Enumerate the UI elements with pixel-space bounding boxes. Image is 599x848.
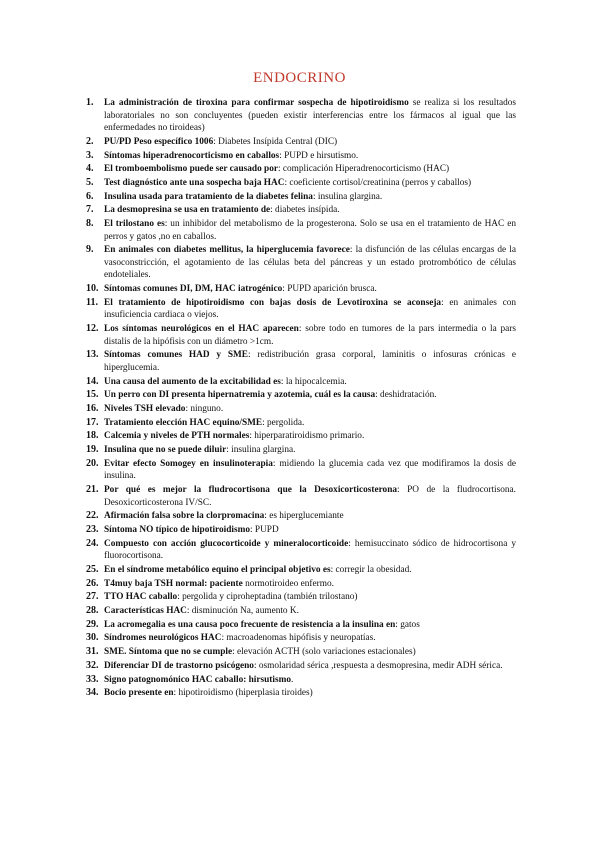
item-number: 20. — [86, 457, 99, 469]
list-item — [86, 660, 516, 673]
item-question: Síntomas hiperadrenocorticismo en caballos — [104, 150, 280, 161]
list-item — [86, 484, 516, 509]
item-question: Síntomas comunes HAD y SME — [104, 350, 248, 361]
list-item — [86, 283, 516, 296]
item-question: Bocio presente en — [104, 688, 174, 699]
list-item — [86, 430, 516, 443]
item-question: Calcemia y niveles de PTH normales — [104, 431, 250, 442]
list-item — [86, 458, 516, 483]
list-item — [86, 674, 516, 687]
item-question: La desmopresina se usa en tratamiento de — [104, 205, 271, 216]
list-item — [86, 605, 516, 618]
item-question: TTO HAC caballo — [104, 592, 178, 603]
item-number: 5. — [86, 176, 94, 188]
item-answer: : macroadenomas hipófisis y neuropatías. — [221, 633, 376, 644]
item-question: PU/PD Peso específico 1006 — [104, 136, 214, 147]
item-question: T4muy baja TSH normal: paciente — [104, 578, 243, 589]
question-list — [86, 97, 516, 701]
item-number: 1. — [86, 97, 94, 108]
item-answer: : pergolida y ciproheptadina (también trilostano) — [177, 592, 358, 603]
item-number: 28. — [86, 605, 99, 617]
item-number: 2. — [86, 135, 94, 147]
item-number: 33. — [86, 673, 99, 685]
list-item — [86, 417, 516, 430]
item-question: Diferenciar DI de trastorno psicógeno — [104, 660, 254, 671]
item-answer: : la hipocalcemia. — [280, 376, 347, 387]
item-question: El tromboembolismo puede ser causado por — [104, 164, 278, 175]
item-question: La acromegalia es una causa poco frecuente de resistencia a la insulina en — [104, 619, 396, 630]
item-answer: : PUPD aparición brusca. — [282, 284, 377, 295]
list-item — [86, 510, 516, 523]
list-item — [86, 403, 516, 416]
item-question: SME. Síntoma que no se cumple — [104, 647, 233, 658]
item-question: Niveles TSH elevado — [104, 404, 186, 415]
item-answer: : Diabetes Insípida Central (DIC) — [213, 136, 338, 147]
list-item — [86, 646, 516, 659]
list-item — [86, 150, 516, 163]
list-item — [86, 177, 516, 190]
item-answer: : hipotiroidismo (hiperplasia tiroides) — [173, 688, 313, 699]
item-number: 21. — [86, 484, 99, 496]
item-number: 23. — [86, 524, 99, 536]
list-item — [86, 687, 516, 700]
list-item — [86, 524, 516, 537]
item-answer: : corregir la obesidad. — [330, 565, 412, 576]
item-question: Test diagnóstico ante una sospecha baja HAC — [104, 177, 285, 188]
item-question: Insulina que no se puede diluir — [104, 445, 227, 456]
list-item — [86, 204, 516, 217]
item-number: 27. — [86, 591, 99, 603]
item-number: 11. — [86, 296, 98, 308]
item-question: Compuesto con acción glucocorticoide y mineralocorticoide — [104, 538, 349, 549]
item-number: 9. — [86, 244, 94, 256]
item-number: 13. — [86, 349, 99, 361]
list-item — [86, 591, 516, 604]
list-item — [86, 136, 516, 149]
item-answer: : disminución Na, aumento K. — [186, 606, 299, 617]
item-question: Insulina usada para tratamiento de la diabetes felina — [104, 191, 313, 202]
item-question: Un perro con DI presenta hipernatremia y azotemia, cuál es la causa — [104, 390, 376, 401]
item-number: 31. — [86, 646, 99, 658]
item-answer: : PO de la fludrocortisona. Desoxicorticosterona IV/SC. — [104, 485, 516, 508]
item-answer: : diabetes insípida. — [270, 205, 340, 216]
item-question: Síndromes neurológicos HAC — [104, 633, 222, 644]
item-answer: : insulina glargina. — [312, 191, 383, 202]
item-answer: . — [291, 674, 294, 685]
item-number: 4. — [86, 163, 94, 175]
item-number: 32. — [86, 659, 99, 671]
item-question: Los síntomas neurológicos en el HAC aparecen — [104, 324, 299, 335]
item-number: 6. — [86, 190, 94, 202]
list-item — [86, 191, 516, 204]
item-answer: : un inhibidor del metabolismo de la progesterona. Solo se usa en el tratamiento de HAC en perros y gatos ,no en caballos. — [104, 219, 516, 242]
item-answer: : PUPD — [250, 525, 279, 536]
item-answer: : insulina glargina. — [226, 445, 296, 456]
page-title: ENDOCRINO — [253, 70, 346, 86]
list-item — [86, 632, 516, 645]
item-question: El tratamiento de hipotiroidismo con bajas dosis de Levotiroxina se aconseja — [104, 297, 442, 308]
item-answer: : hiperparatiroidismo primario. — [249, 431, 365, 442]
list-item — [86, 163, 516, 176]
list-item — [86, 97, 516, 135]
item-number: 19. — [86, 444, 99, 456]
list-item — [86, 297, 516, 322]
item-question: Una causa del aumento de la excitabilidad es — [104, 376, 281, 387]
item-number: 29. — [86, 618, 99, 630]
item-answer: : es hiperglucemiante — [264, 511, 344, 522]
list-item — [86, 389, 516, 402]
list-item — [86, 444, 516, 457]
item-answer: : gatos — [395, 619, 420, 630]
item-answer: : en animales con insuficiencia cardiaca o viejos. — [104, 297, 516, 321]
list-item — [86, 619, 516, 632]
item-question: El trilostano es — [104, 219, 165, 229]
item-number: 7. — [86, 204, 94, 216]
item-answer: : coeficiente cortisol/creatinina (perros y caballos) — [284, 177, 472, 188]
list-item — [86, 349, 516, 374]
item-number: 8. — [86, 218, 94, 229]
item-question: Por qué es mejor la fludrocortisona que la Desoxicorticosterona — [104, 485, 398, 496]
item-question: Síntomas comunes DI, DM, HAC iatrogénico — [104, 284, 283, 295]
item-question: Características HAC — [104, 606, 187, 617]
item-answer: : osmolaridad sérica ,respuesta a desmopresina, medir ADH sérica. — [253, 660, 503, 671]
item-number: 30. — [86, 632, 99, 644]
list-item — [86, 244, 516, 282]
item-answer: : PUPD e hirsutismo. — [279, 150, 359, 161]
item-number: 12. — [86, 323, 99, 335]
item-number: 15. — [86, 389, 99, 401]
item-answer: : la disfunción de las células encargas de la vasoconstricción, el agotamiento de las células beta del páncreas y un estado protrombótico de células endoteliales. — [104, 245, 516, 281]
item-answer: : redistribución grasa corporal, laminitis o infosuras crónicas e hiperglucemia. — [104, 350, 516, 373]
item-answer: se realiza si los resultados laboratoriales no son concluyentes (pueden existir interferencias entre los fármacos al igual que las enfermedades no tiroideas) — [104, 98, 516, 134]
list-item — [86, 376, 516, 389]
item-number: 17. — [86, 416, 99, 428]
list-item — [86, 323, 516, 348]
item-number: 16. — [86, 403, 99, 415]
item-number: 10. — [86, 283, 99, 295]
item-number: 22. — [86, 510, 99, 522]
list-item — [86, 578, 516, 591]
item-question: Evitar efecto Somogey en insulinoterapia — [104, 458, 273, 469]
item-question: En animales con diabetes mellitus, la hiperglucemia favorece — [104, 245, 350, 256]
item-number: 18. — [86, 430, 99, 442]
list-item — [86, 218, 516, 243]
item-answer: : complicación Hiperadrenocorticismo (HAC) — [277, 164, 450, 175]
item-question: En el síndrome metabólico equino el principal objetivo es — [104, 565, 331, 576]
item-answer: : pergolida. — [262, 417, 305, 428]
item-number: 26. — [86, 577, 99, 589]
item-question: Tratamiento elección HAC equino/SME — [104, 417, 263, 428]
item-question: Síntoma NO típico de hipotiroidismo — [104, 525, 251, 536]
item-number: 34. — [86, 687, 99, 699]
item-question: Signo patognomónico HAC caballo: hirsutismo — [104, 674, 291, 685]
item-answer: : elevación ACTH (solo variaciones estacionales) — [232, 647, 416, 658]
item-question: La administración de tiroxina para confirmar sospecha de hipotiroidismo — [104, 98, 409, 108]
item-answer: normotiroideo enfermo. — [242, 578, 334, 589]
item-answer: : hemisuccinato sódico de hidrocortisona y fluorocortisona. — [104, 538, 516, 562]
item-answer: : ninguno. — [185, 404, 224, 415]
item-answer: : midiendo la glucemia cada vez que modifiramos la dosis de insulina. — [104, 458, 516, 482]
item-answer: : sobre todo en tumores de la pars intermedia o la pars distalis de la hipófisis con un diámetro >1cm. — [104, 324, 516, 347]
item-question: Afirmación falsa sobre la clorpromacina — [104, 511, 265, 522]
item-number: 24. — [86, 537, 99, 549]
item-number: 3. — [86, 149, 94, 161]
item-answer: : deshidratación. — [375, 390, 437, 401]
list-item — [86, 564, 516, 577]
list-item — [86, 538, 516, 563]
item-number: 14. — [86, 375, 99, 387]
item-number: 25. — [86, 564, 99, 576]
